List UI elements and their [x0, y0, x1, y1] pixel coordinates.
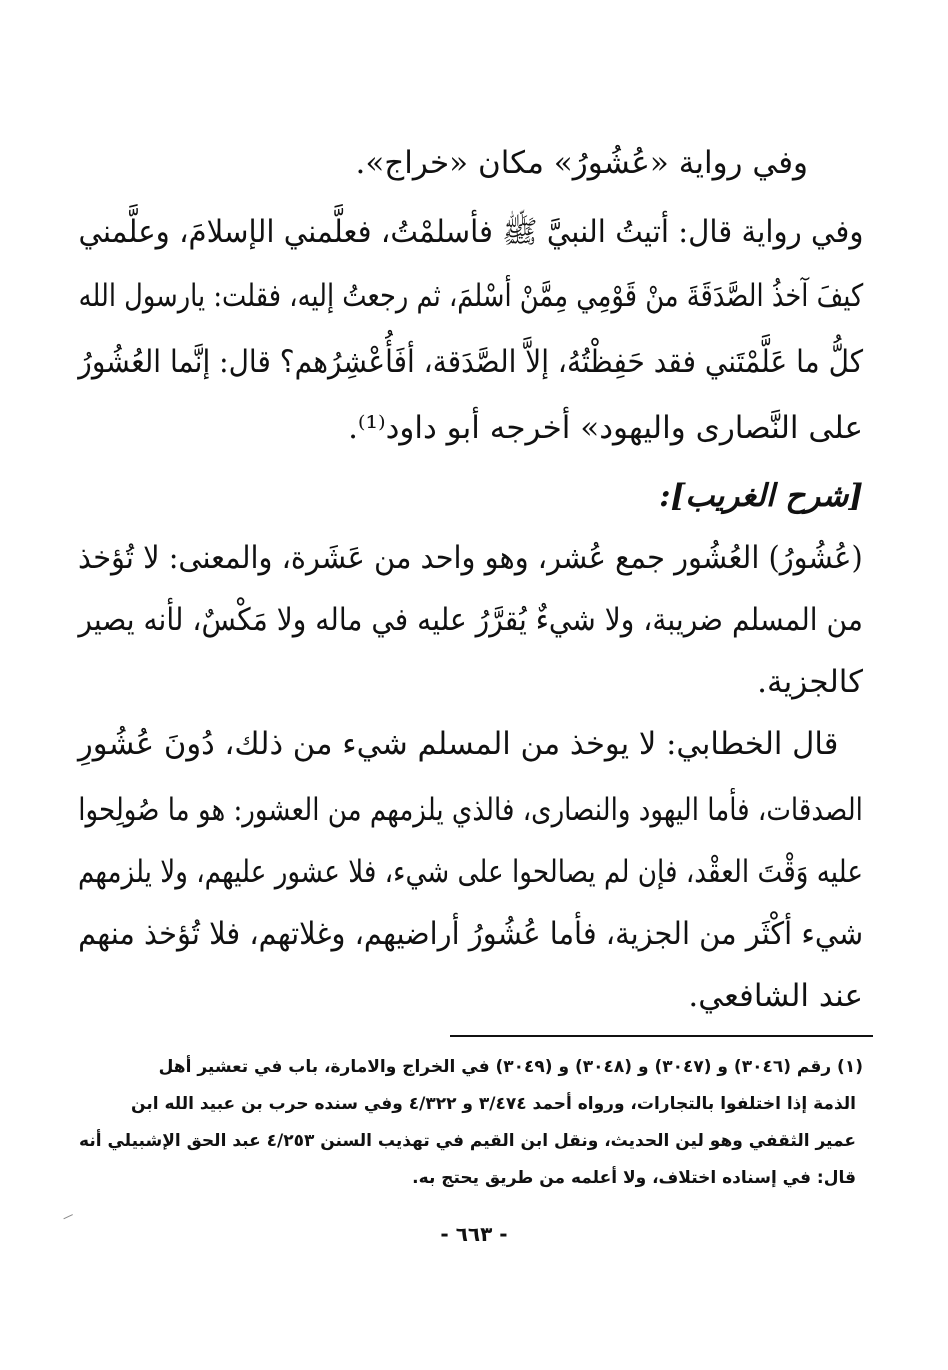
gharib-line-2: من المسلم ضريبة، ولا شيءٌ يُقرَّرُ عليه في ماله ولا مَكْسٌ، لأنه يصير [78, 602, 863, 638]
khattabi-line-1: قال الخطابي: لا يوخذ من المسلم شيء من ذلك، دُونَ عُشُورِ [77, 726, 838, 762]
body-line-3: كيفَ آخذُ الصَّدَقَةَ منْ قَوْمِي مِمَّنْ أسْلمَ، ثم رجعتُ إليه، فقلت: يارسول الله [78, 278, 863, 314]
footnote-divider [450, 1035, 873, 1037]
footnote-line-1: (١) رقم (٣٠٤٦) و (٣٠٤٧) و (٣٠٤٨) و (٣٠٤٩) في الخراج والامارة، باب في تعشير أهل [158, 1057, 863, 1077]
body-line-1: وفي رواية «عُشُورُ» مكان «خراج». [355, 145, 808, 181]
footnote-line-3: عمير الثقفي وهو لين الحديث، ونقل ابن القيم في تهذيب السنن ٤/٢٥٣ عبد الحق الإشبيلي أنه [79, 1131, 856, 1151]
footnote-line-4: قال: في إسناده اختلاف، ولا أعلمه من طريق يحتج به. [412, 1168, 856, 1188]
khattabi-line-3: عليه وَقْتَ العقْد، فإن لم يصالحوا على شيء، فلا عشور عليهم، ولا يلزمهم [77, 854, 863, 890]
body-line-4: كلُّ ما عَلَّمْتَني فقد حَفِظْتُهُ، إلاَّ الصَّدَقة، أفَأُعْشِرُهم؟ قال: إنَّما العُشُورُ [78, 344, 863, 380]
khattabi-line-4: شيء أكْثَر من الجزية، فأما عُشُورُ أراضيهم، وغلاتهم، فلا تُؤخذ منهم [78, 916, 863, 952]
gharib-line-3: كالجزية. [757, 664, 863, 700]
body-line-5: على النَّصارى واليهود» أخرجه أبو داود⁽¹⁾. [348, 410, 863, 446]
gharib-line-1: (عُشُورُ) العُشُور جمع عُشر، وهو واحد من عَشَرة، والمعنى: لا تُؤخذ [78, 540, 863, 576]
body-line-2: وفي رواية قال: أتيتُ النبيَّ ﷺ فأسلمْتُ، فعلَّمني الإسلامَ، وعلَّمني [77, 214, 863, 250]
page-number: - ٦٦٣ - [440, 1222, 508, 1246]
section-heading: [شرح الغريب]: [659, 478, 863, 514]
footnote-line-2: الذمة إذا اختلفوا بالتجارات، ورواه أحمد ٣/٤٧٤ و ٤/٣٢٢ وفي سنده حرب بن عبيد الله ابن [131, 1094, 856, 1114]
khattabi-line-2: الصدقات، فأما اليهود والنصارى، فالذي يلزمهم من العشور: هو ما صُولِحوا [78, 792, 863, 828]
khattabi-line-5: عند الشافعي. [688, 978, 863, 1014]
